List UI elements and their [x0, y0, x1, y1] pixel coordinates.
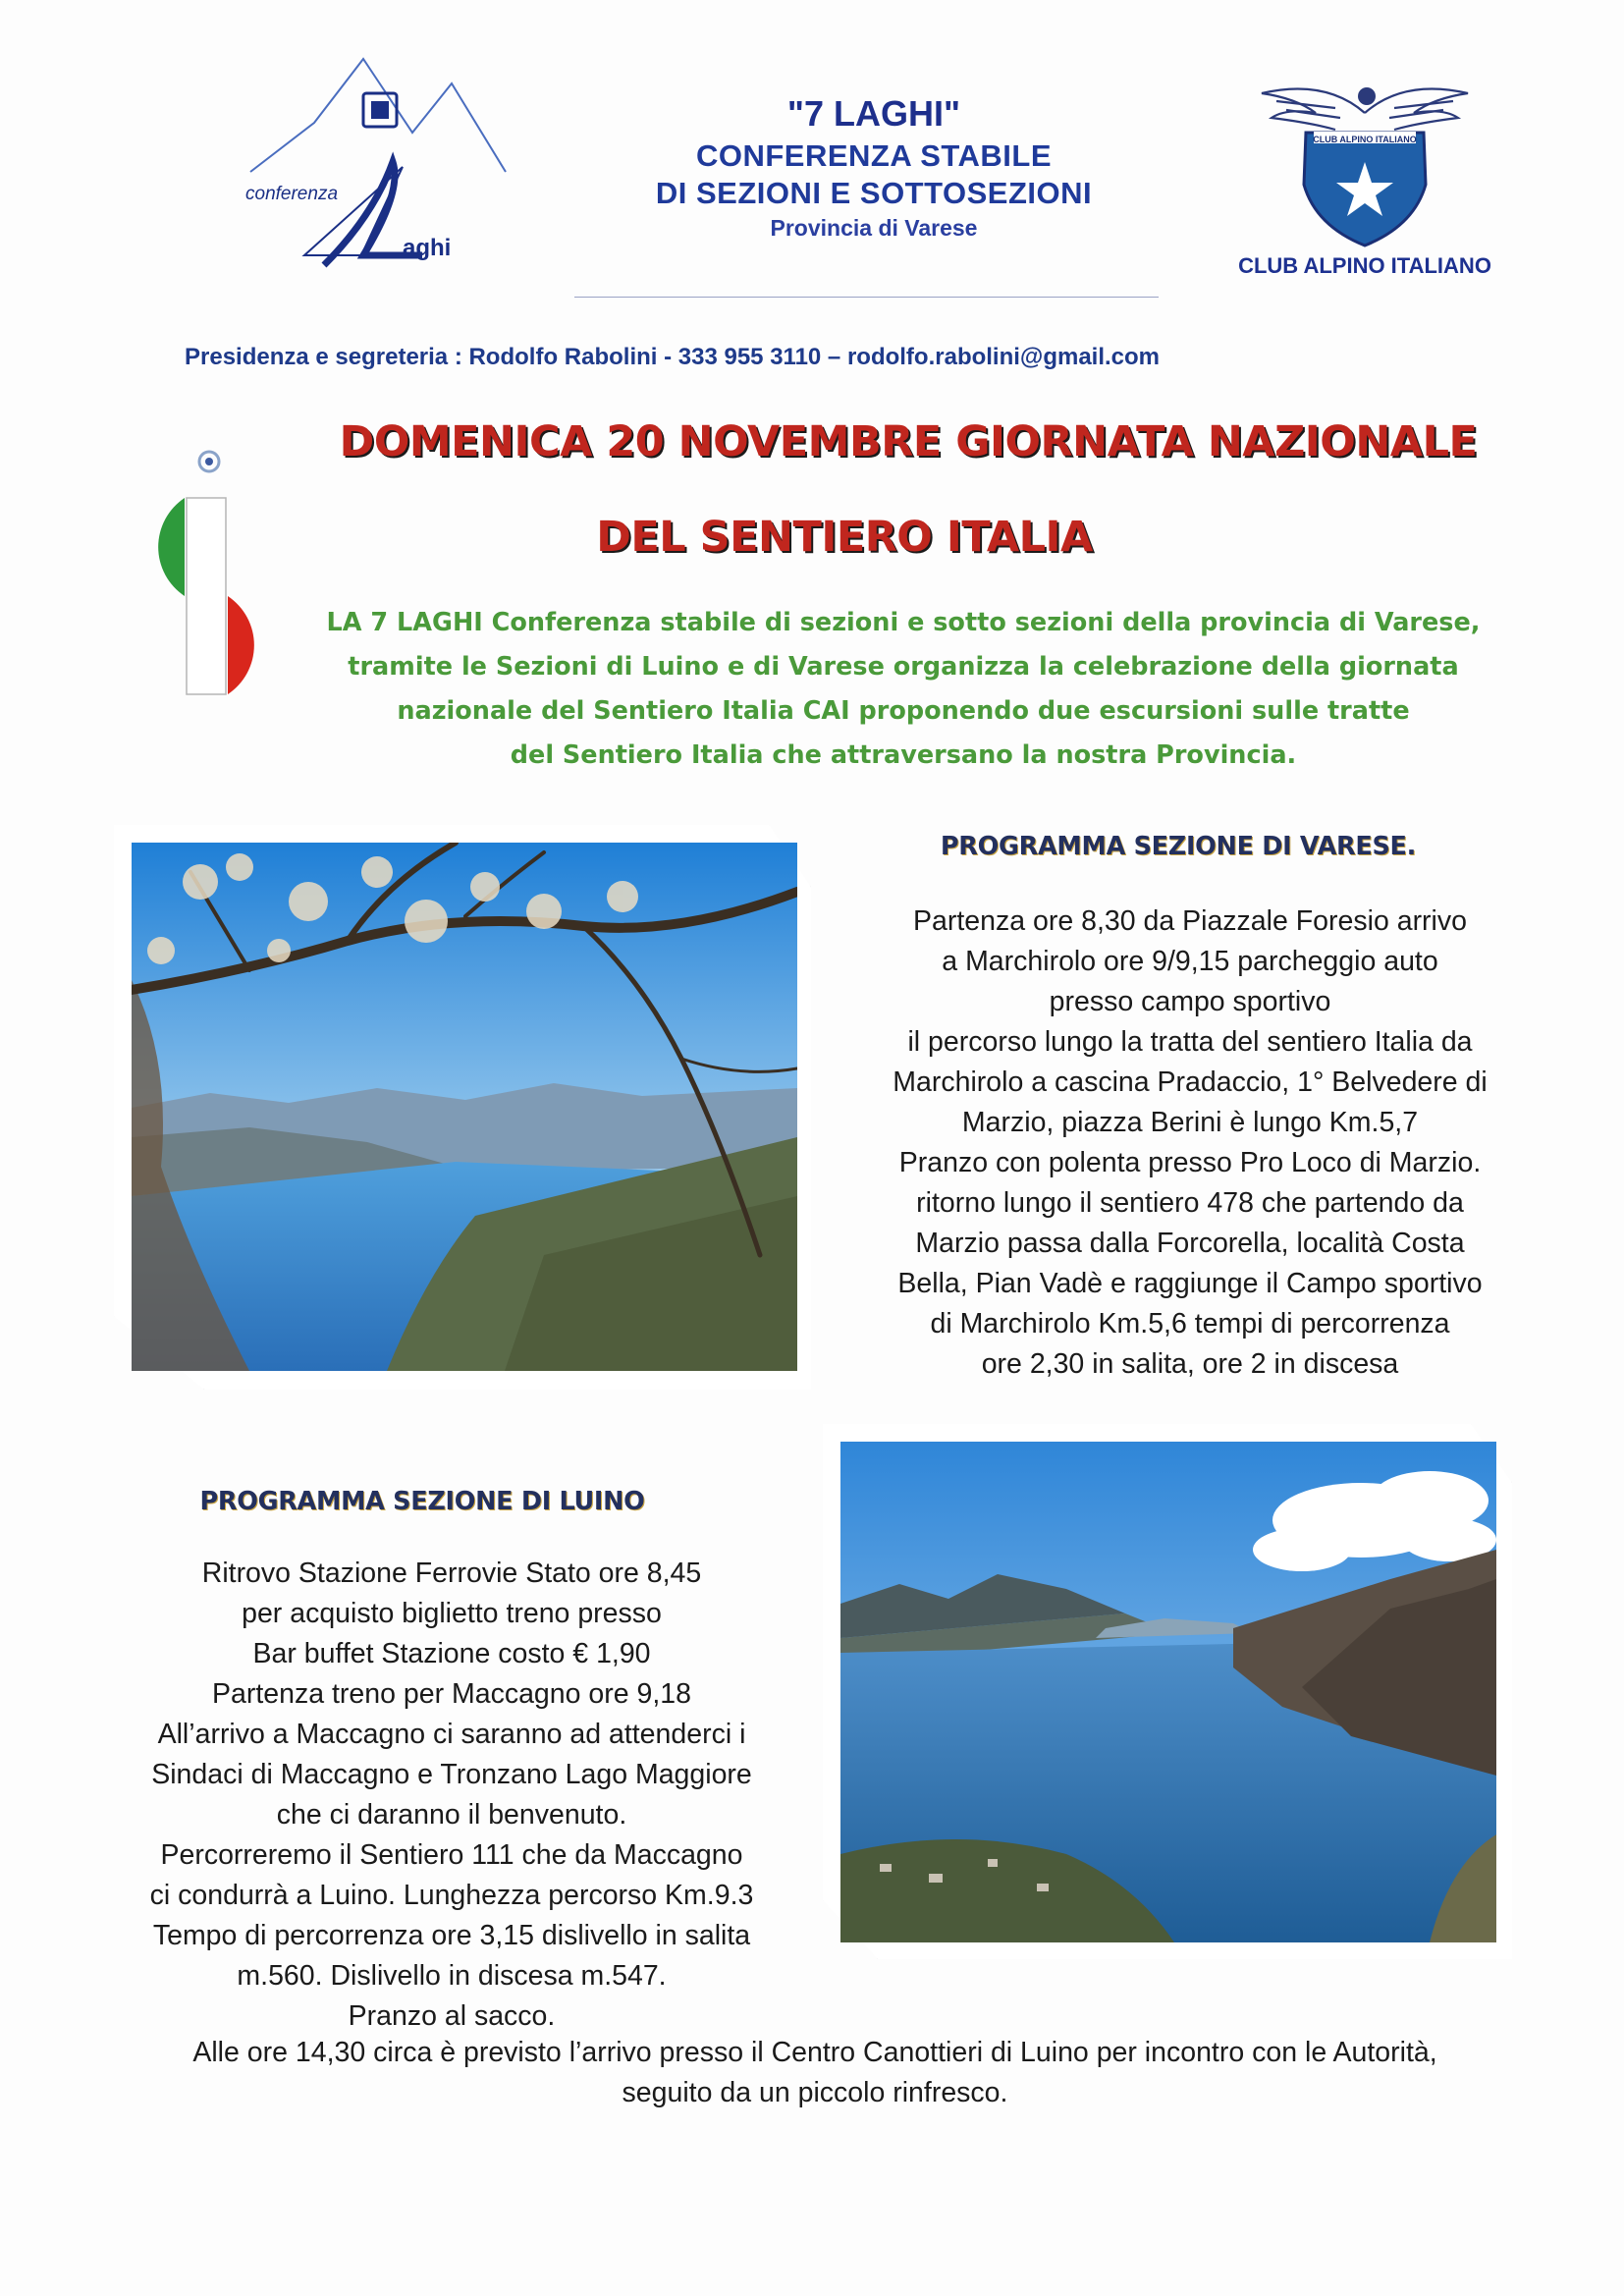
- varese-line: Pranzo con polenta presso Pro Loco di Marzio.: [898, 1147, 1482, 1178]
- main-title-line-1: DOMENICA 20 NOVEMBRE GIORNATA NAZIONALE: [339, 417, 1478, 466]
- luino-line: All’arrivo a Maccagno ci saranno ad attenderci i: [157, 1719, 746, 1750]
- header-line-4: Provincia di Varese: [770, 215, 978, 241]
- header-divider: [574, 297, 1159, 298]
- header-line-3: DI SEZIONI E SOTTOSEZIONI: [655, 176, 1093, 210]
- header-title: "7 LAGHI": [786, 93, 961, 134]
- varese-line: il percorso lungo la tratta del sentiero Italia da: [907, 1026, 1473, 1058]
- intro-line: del Sentiero Italia che attraversano la nostra Provincia.: [510, 740, 1297, 770]
- varese-line: Marzio passa dalla Forcorella, località Costa: [915, 1228, 1465, 1259]
- cai-emblem-banner-text: CLUB ALPINO ITALIANO: [1313, 135, 1417, 144]
- luino-program-text: [108, 1554, 795, 2037]
- seven-laghi-logo: [245, 54, 511, 290]
- lake-panorama-photo: [840, 1442, 1496, 1942]
- luino-line: Sindaci di Maccagno e Tronzano Lago Maggiore: [151, 1759, 752, 1790]
- luino-line: Tempo di percorrenza ore 3,15 dislivello in salita: [152, 1920, 751, 1951]
- intro-line: LA 7 LAGHI Conferenza stabile di sezioni e sotto sezioni della provincia di Varese,: [326, 608, 1481, 637]
- luino-line: ci condurrà a Luino. Lunghezza percorso Km.9.3: [149, 1880, 754, 1911]
- varese-line: a Marchirolo ore 9/9,15 parcheggio auto: [942, 946, 1438, 977]
- logo-word-conferenza: conferenza: [245, 184, 339, 204]
- luino-line: che ci daranno il benvenuto.: [276, 1799, 627, 1831]
- varese-program-text: [856, 902, 1524, 1385]
- luino-line: Pranzo al sacco.: [348, 2000, 556, 2032]
- luino-line: Bar buffet Stazione costo € 1,90: [252, 1638, 651, 1669]
- logo-word-aghi: aghi: [403, 235, 452, 261]
- main-title-line-2: DEL SENTIERO ITALIA: [596, 513, 1093, 562]
- varese-line: Marchirolo a cascina Pradaccio, 1° Belvedere di: [893, 1066, 1488, 1098]
- varese-line: ritorno lungo il sentiero 478 che partendo da: [916, 1187, 1464, 1219]
- luino-line: Ritrovo Stazione Ferrovie Stato ore 8,45: [201, 1558, 702, 1589]
- varese-line: Partenza ore 8,30 da Piazzale Foresio arrivo: [913, 905, 1467, 937]
- closing-line: seguito da un piccolo rinfresco.: [622, 2077, 1008, 2108]
- varese-section-heading: PROGRAMMA SEZIONE DI VARESE.: [940, 832, 1417, 861]
- luino-line: Percorreremo il Sentiero 111 che da Maccagno: [160, 1839, 743, 1871]
- varese-line: Marzio, piazza Berini è lungo Km.5,7: [961, 1107, 1419, 1138]
- luino-line: per acquisto biglietto treno presso: [242, 1598, 662, 1629]
- closing-paragraph: [108, 2033, 1522, 2113]
- closing-line: Alle ore 14,30 circa è previsto l’arrivo presso il Centro Canottieri di Luino per incontro con le Autorità,: [192, 2037, 1437, 2068]
- cai-label: CLUB ALPINO ITALIANO: [1238, 253, 1491, 278]
- luino-line: Partenza treno per Maccagno ore 9,18: [212, 1678, 691, 1710]
- presidenza-contact: Presidenza e segreteria : Rodolfo Rabolini - 333 955 3110 – rodolfo.rabolini@gmail.com: [185, 344, 1161, 370]
- lake-view-photo: [132, 843, 797, 1371]
- varese-line: ore 2,30 in salita, ore 2 in discesa: [981, 1348, 1399, 1380]
- header-line-2: CONFERENZA STABILE: [695, 138, 1053, 173]
- italian-flag-i-icon: [128, 447, 285, 702]
- luino-section-heading: PROGRAMMA SEZIONE DI LUINO: [199, 1487, 645, 1516]
- header-block: [550, 93, 1198, 242]
- varese-line: presso campo sportivo: [1049, 986, 1331, 1017]
- luino-line: m.560. Dislivello in discesa m.547.: [237, 1960, 667, 1992]
- intro-line: tramite le Sezioni di Luino e di Varese organizza la celebrazione della giornata: [348, 652, 1459, 682]
- intro-line: nazionale del Sentiero Italia CAI proponendo due escursioni sulle tratte: [397, 696, 1410, 726]
- varese-line: Bella, Pian Vadè e raggiunge il Campo sportivo: [897, 1268, 1483, 1299]
- intro-paragraph: [314, 601, 1492, 778]
- cai-eagle-emblem-icon: [1257, 69, 1473, 250]
- varese-line: di Marchirolo Km.5,6 tempi di percorrenza: [930, 1308, 1450, 1339]
